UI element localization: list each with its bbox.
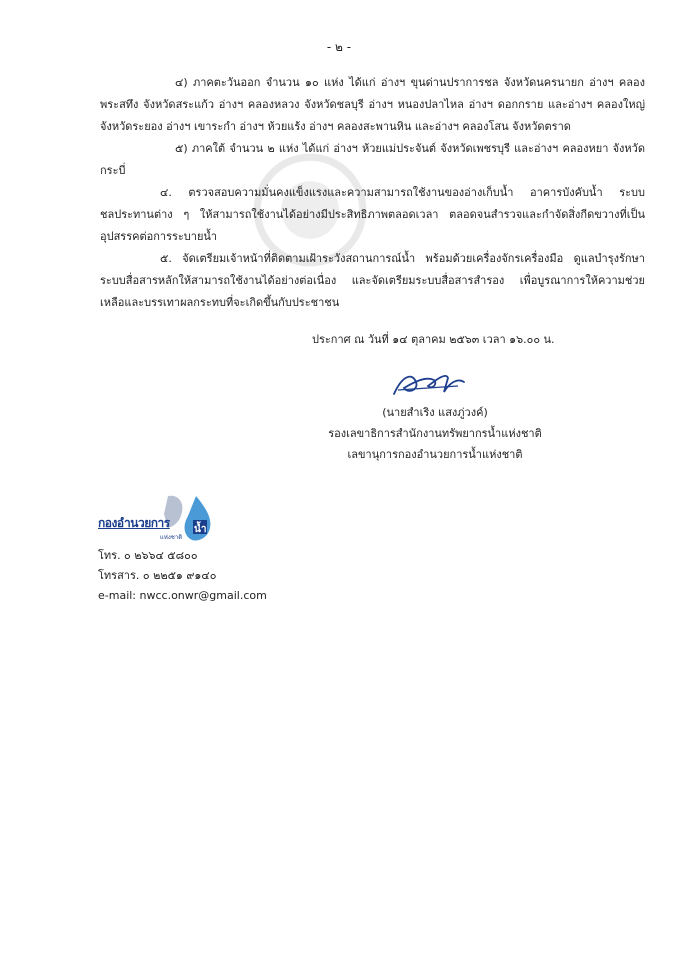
signature [388,368,468,400]
agency-logo [98,492,223,544]
body-text [100,72,645,314]
logo-text: กองอำนวยการ [98,516,170,530]
signer-position-2: เลขานุการกองอำนวยการน้ำแห่งชาติ [347,448,523,461]
page-number: - ๒ - [326,40,352,54]
paragraph-item-5: ๕. จัดเตรียมเจ้าหน้าที่ติดตามเฝ้าระวังสถานการณ์น้ำ พร้อมด้วยเครื่องจักรเครื่องมือ ดูแลบำรุงรักษาระบบสื่อสารหลักให้สามารถใช้งานได้อย่างต่อเนื่อง และจัดเตรียมระบบสื่อสารสำรอง เพื่อบูรณาการให้ความช่วยเหลือและบรรเทาผลกระทบที่จะเกิดขึ้นกับประชาชน [100,252,645,309]
phone-number: โทร. ๐ ๒๖๖๔ ๕๘๐๐ [98,549,198,562]
signer-position-1: รองเลขาธิการสำนักงานทรัพยากรน้ำแห่งชาติ [328,427,542,440]
paragraph-south-region: ๕) ภาคใต้ จำนวน ๒ แห่ง ได้แก่ อ่างฯ ห้วยแม่ประจันต์ จังหวัดเพชรบุรี และอ่างฯ คลองหยา จังหวัดกระบี่ [100,142,645,177]
logo-water-glyph: น้ำ [194,524,207,535]
paragraph-item-4: ๔. ตรวจสอบความมั่นคงแข็งแรงและความสามารถใช้งานของอ่างเก็บน้ำ อาคารบังคับน้ำ ระบบชลประทานต่าง ๆ ให้สามารถใช้งานได้อย่างมีประสิทธิภาพตลอดเวลา ตลอดจนสำรวจและกำจัดสิ่งกีดขวางที่เป็นอุปสรรคต่อการระบายน้ำ [100,186,645,243]
email-address: e-mail: nwcc.onwr@gmail.com [98,589,267,602]
contact-block [98,546,267,606]
logo-subtext: แห่งชาติ [160,534,183,541]
fax-number: โทรสาร. ๐ ๒๒๕๑ ๙๑๔๐ [98,569,217,582]
paragraph-east-region: ๔) ภาคตะวันออก จำนวน ๑๐ แห่ง ได้แก่ อ่างฯ ขุนด่านปราการชล จังหวัดนครนายก อ่างฯ คลองพระสทึง จังหวัดสระแก้ว อ่างฯ คลองหลวง จังหวัดชลบุรี อ่างฯ หนองปลาไหล อ่างฯ ดอกกราย และอ่างฯ คลองใหญ่ จังหวัดระยอง อ่างฯ เขาระกำ อ่างฯ ห้วยแร้ง อ่างฯ คลองสะพานหิน และอ่างฯ คลองโสน จังหวัดตราด [100,76,645,133]
announcement-date: ประกาศ ณ วันที่ ๑๔ ตุลาคม ๒๕๖๓ เวลา ๑๖.๐๐ น. [312,333,555,346]
signer-block [300,402,570,465]
signer-name: (นายสำเริง แสงภู่วงค์) [382,406,488,419]
